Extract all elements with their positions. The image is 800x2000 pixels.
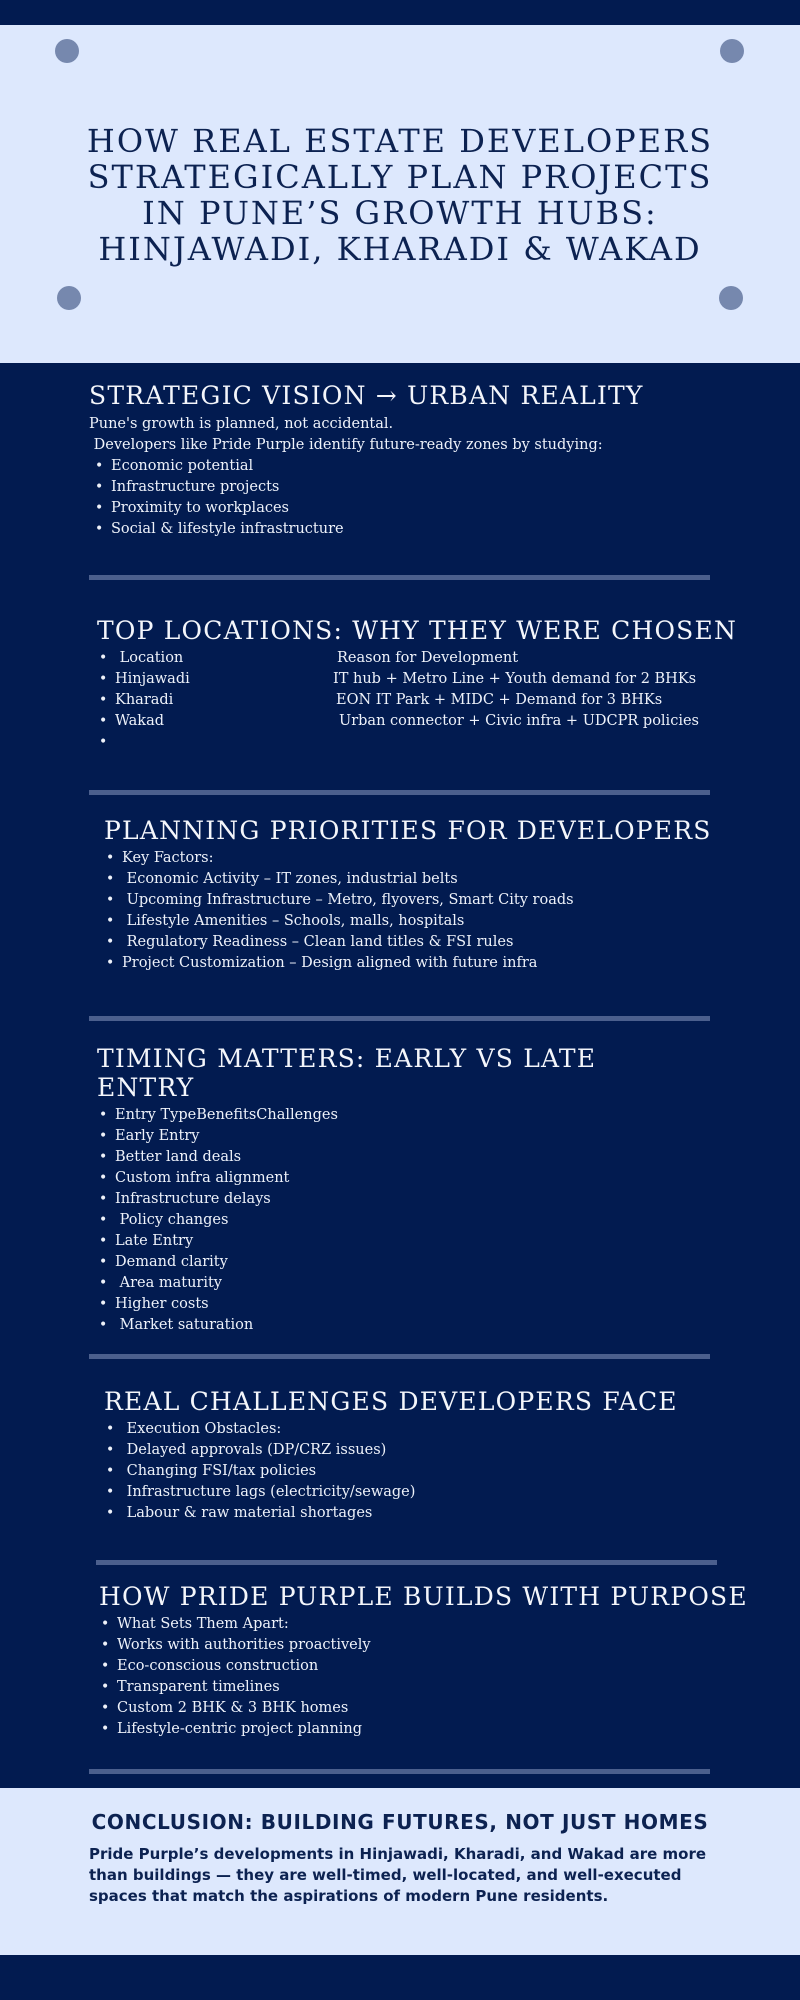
location-row: [97, 648, 737, 669]
bullet-list: [97, 1105, 596, 1336]
list-item: • Eco-conscious construction: [99, 1656, 748, 1677]
list-item: • Infrastructure delays: [97, 1189, 596, 1210]
section-heading: HOW PRIDE PURPLE BUILDS WITH PURPOSE: [99, 1582, 748, 1611]
section-heading: TOP LOCATIONS: WHY THEY WERE CHOSEN: [97, 616, 738, 645]
section-heading: PLANNING PRIORITIES FOR DEVELOPERS: [104, 816, 712, 845]
conclusion-box: [0, 1788, 800, 1955]
location-reason: EON IT Park + MIDC + Demand for 3 BHKs: [336, 692, 663, 708]
list-item: • Custom 2 BHK & 3 BHK homes: [99, 1698, 748, 1719]
top-band: [0, 0, 800, 25]
intro-line: Developers like Pride Purple identify future-ready zones by studying:: [89, 437, 603, 453]
section-heading-continued: ENTRY: [97, 1073, 195, 1102]
bullet-list: [104, 848, 712, 974]
list-item: • Entry TypeBenefitsChallenges: [97, 1105, 596, 1126]
list-item: • Area maturity: [97, 1273, 596, 1294]
conclusion-text: Pride Purple’s developments in Hinjawadi, Kharadi, and Wakad are more than buildings — they are well-timed, well-located, and well-executed spaces that match the aspirations of modern Pune residents.: [89, 1845, 707, 1905]
section-planning-priorities: [104, 816, 712, 974]
section-heading: REAL CHALLENGES DEVELOPERS FACE: [104, 1387, 678, 1416]
section-pride-purple: [99, 1582, 748, 1740]
list-item: • Better land deals: [97, 1147, 596, 1168]
location-row: [97, 711, 737, 732]
location-name: Location: [115, 650, 184, 666]
circle-decoration: [720, 39, 744, 63]
list-item: • Upcoming Infrastructure – Metro, flyovers, Smart City roads: [104, 890, 712, 911]
bottom-band: [0, 1955, 800, 2000]
location-reason: Urban connector + Civic infra + UDCPR policies: [339, 713, 699, 729]
list-item: • Key Factors:: [104, 848, 712, 869]
list-item: • Economic potential: [93, 456, 644, 477]
section-challenges: [104, 1387, 678, 1524]
list-item: • Works with authorities proactively: [99, 1635, 748, 1656]
list-item: • Infrastructure lags (electricity/sewage): [104, 1482, 678, 1503]
list-item: • Market saturation: [97, 1315, 596, 1336]
list-item: • What Sets Them Apart:: [99, 1614, 748, 1635]
location-reason: IT hub + Metro Line + Youth demand for 2 BHKs: [333, 671, 697, 687]
bullet-list: [104, 1419, 678, 1524]
list-item: • Transparent timelines: [99, 1677, 748, 1698]
list-item: • Policy changes: [97, 1210, 596, 1231]
list-item: • Economic Activity – IT zones, industrial belts: [104, 869, 712, 890]
section-divider: [96, 1560, 717, 1565]
section-strategic-vision: [89, 381, 644, 540]
location-name: Kharadi: [115, 692, 174, 708]
section-divider: [89, 1016, 710, 1021]
list-item: • Higher costs: [97, 1294, 596, 1315]
location-name: Hinjawadi: [115, 671, 190, 687]
location-row: [97, 690, 737, 711]
location-row: [97, 669, 737, 690]
list-item: • Labour & raw material shortages: [104, 1503, 678, 1524]
list-item: • Custom infra alignment: [97, 1168, 596, 1189]
list-item: • Demand clarity: [97, 1252, 596, 1273]
list-item: • Social & lifestyle infrastructure: [93, 519, 644, 540]
section-divider: [89, 1354, 710, 1359]
section-heading: TIMING MATTERS: EARLY VS LATE: [97, 1044, 597, 1073]
list-item: • Lifestyle Amenities – Schools, malls, hospitals: [104, 911, 712, 932]
location-row: [97, 732, 737, 753]
list-item: • Execution Obstacles:: [104, 1419, 678, 1440]
page-title: HOW REAL ESTATE DEVELOPERS STRATEGICALLY PLAN PROJECTS IN PUNE’S GROWTH HUBS: HINJAWADI, KHARADI & WAKAD: [86, 122, 714, 268]
circle-decoration: [719, 286, 743, 310]
intro-line: Pune's growth is planned, not accidental.: [89, 416, 394, 432]
list-item: • Lifestyle-centric project planning: [99, 1719, 748, 1740]
list-item: • Delayed approvals (DP/CRZ issues): [104, 1440, 678, 1461]
list-item: • Regulatory Readiness – Clean land titles & FSI rules: [104, 932, 712, 953]
list-item: • Late Entry: [97, 1231, 596, 1252]
circle-decoration: [57, 286, 81, 310]
section-top-locations: [97, 616, 737, 753]
circle-decoration: [55, 39, 79, 63]
list-item: • Early Entry: [97, 1126, 596, 1147]
section-divider: [89, 1769, 710, 1774]
list-item: • Proximity to workplaces: [93, 498, 644, 519]
conclusion-heading: CONCLUSION: BUILDING FUTURES, NOT JUST HOMES: [91, 1810, 709, 1834]
bullet-list: [93, 456, 644, 540]
locations-list: [97, 648, 737, 753]
section-timing: [97, 1044, 596, 1336]
section-divider: [89, 575, 710, 580]
location-reason: Reason for Development: [337, 650, 519, 666]
bullet-list: [99, 1614, 748, 1740]
hero-banner: [0, 25, 800, 363]
list-item: • Changing FSI/tax policies: [104, 1461, 678, 1482]
section-heading: STRATEGIC VISION → URBAN REALITY: [89, 381, 644, 410]
location-name: Wakad: [115, 713, 165, 729]
list-item: • Project Customization – Design aligned with future infra: [104, 953, 712, 974]
list-item: • Infrastructure projects: [93, 477, 644, 498]
section-divider: [89, 790, 710, 795]
